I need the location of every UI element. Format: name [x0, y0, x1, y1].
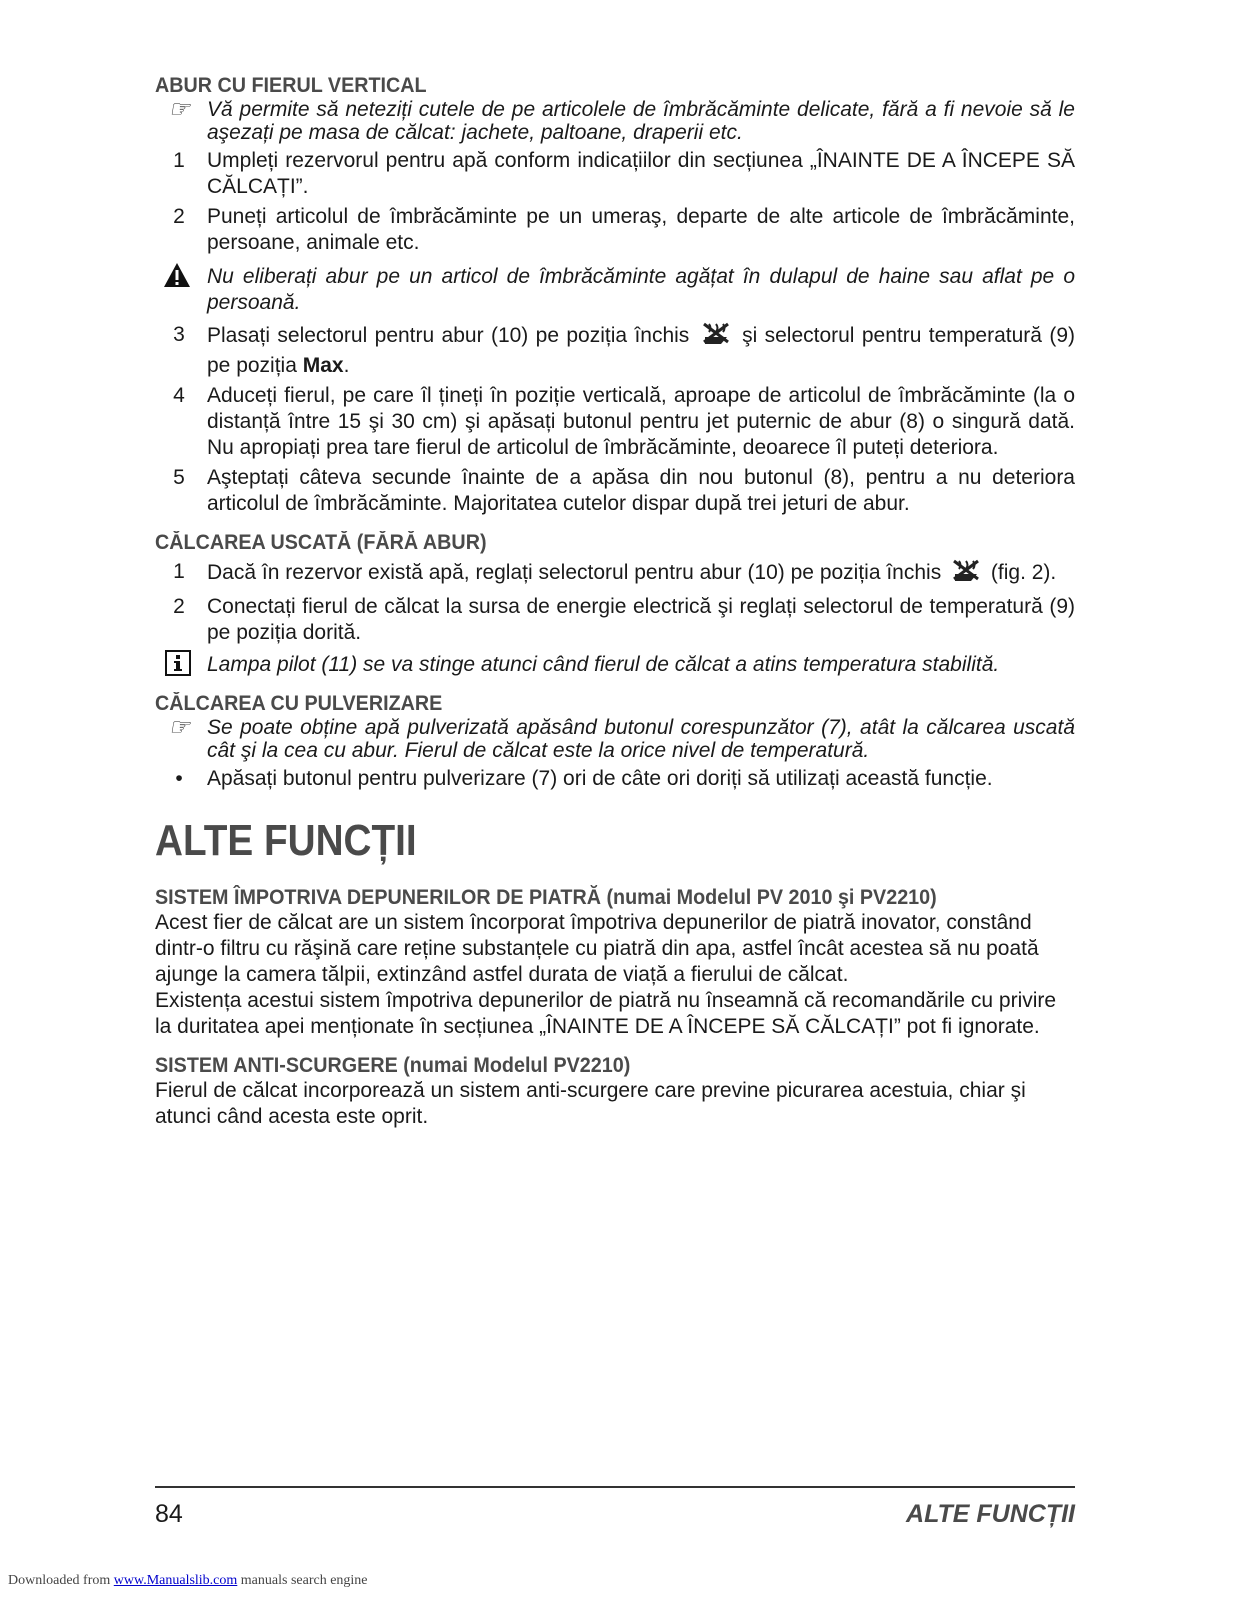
list-item: [155, 322, 1075, 379]
note-text: Se poate obține apă pulverizată apăsând butonul corespunzător (7), atât la călcarea uscată cât şi la cea cu abur. Fierul de călcat este la orice nivel de temperatură.: [207, 716, 1075, 762]
footer-divider: [155, 1486, 1075, 1488]
step-text: Umpleți rezervorul pentru apă conform indicațiilor din secțiunea „ÎNAINTE DE A ÎNCEPE SĂ CĂLCAȚI”.: [207, 149, 1075, 198]
step-number: 2: [173, 205, 185, 228]
note-text: Vă permite să neteziți cutele de pe articolele de îmbrăcăminte delicate, fără a fi nevoie să le aşezați pe masa de călcat: jachete, paltoane, draperii etc.: [207, 98, 1075, 144]
list-item: [155, 766, 1075, 792]
bullet-mark: •: [175, 767, 183, 790]
hand-pointing-icon: ☞: [168, 96, 190, 123]
main-heading: ALTE FUNCȚII: [155, 816, 417, 865]
list-item: [155, 383, 1075, 461]
list-item: [155, 559, 1075, 590]
step-text: Plasați selectorul pentru abur (10) pe poziția închis: [207, 324, 690, 347]
download-prefix: Downloaded from: [8, 1573, 111, 1588]
footer-section-name: ALTE FUNCȚII: [906, 1500, 1075, 1528]
step-text: Dacă în rezervor există apă, reglați selectorul pentru abur (10) pe poziția închis: [207, 561, 942, 584]
step-text-end: .: [343, 354, 350, 377]
paragraph: Acest fier de călcat are un sistem încorporat împotriva depunerilor de piatră inovator, constând dintr-o filtru cu răşină care reține substanțele cu piatră din apa, astfel încât acestea să nu poată ajunge la camera tălpii, extinzând astfel durata de viață a fierului de călcat.: [155, 911, 1039, 986]
note-row: [155, 716, 1075, 762]
list-item: [155, 465, 1075, 517]
paragraph: Existența acestui sistem împotriva depunerilor de piatră nu înseamnă că recomandările cu privire la duritatea apei menționate în secțiunea „ÎNAINTE DE A ÎNCEPE SĂ CĂLCAȚI” pot fi ignorate.: [155, 989, 1057, 1038]
step-text: Aduceți fierul, pe care îl țineți în poziție verticală, aproape de articolul de îmbrăcăminte (la o distanță între 15 şi 30 cm) şi apăsați butonul pentru jet puternic de abur (8) o singură dată. Nu apropiați prea tare fierul de articolul de îmbrăcăminte, deoarece îl puteți deteriora.: [207, 384, 1075, 459]
list-item: [155, 594, 1075, 646]
step-number: 3: [173, 323, 185, 346]
paragraph: Fierul de călcat incorporează un sistem anti-scurgere care previne picurarea acestuia, chiar şi atunci când acesta este oprit.: [155, 1079, 1026, 1128]
max-label: Max: [302, 354, 344, 377]
list-item: [155, 204, 1075, 256]
section-title-dry-ironing: CĂLCAREA USCATĂ (FĂRĂ ABUR): [155, 531, 487, 554]
step-text: Aşteptați câteva secunde înainte de a apăsa din nou butonul (8), pentru a nu deteriora articolul de îmbrăcăminte. Majoritatea cutelor dispar după trei jeturi de abur.: [207, 466, 1075, 515]
warning-text: Nu eliberați abur pe un articol de îmbrăcăminte agățat în dulapul de haine sau aflat pe o persoană.: [207, 265, 1075, 314]
hand-pointing-icon: ☞: [168, 714, 190, 741]
steam-off-icon: [951, 559, 981, 590]
step-text: şi selectorul pentru temperatură (9) pe poziția: [207, 324, 1075, 377]
warning-triangle-icon: [155, 264, 203, 288]
info-text: Lampa pilot (11) se va stinge atunci când fierul de călcat a atins temperatura stabilită.: [207, 653, 1000, 676]
note-row: [155, 98, 1075, 144]
bullet-text: Apăsați butonul pentru pulverizare (7) ori de câte ori doriți să utilizați această funcție.: [207, 767, 993, 790]
warning-row: [155, 264, 1075, 316]
section-title-anticalc: SISTEM ÎMPOTRIVA DEPUNERILOR DE PIATRĂ (numai Modelul PV 2010 şi PV2210): [155, 886, 937, 909]
step-number: 1: [173, 560, 185, 583]
step-text: (fig. 2).: [990, 561, 1057, 584]
list-item: [155, 148, 1075, 200]
step-number: 4: [173, 384, 185, 407]
info-row: [155, 652, 1075, 678]
step-number: 2: [173, 595, 185, 618]
section-title-vertical-steam: ABUR CU FIERUL VERTICAL: [155, 74, 427, 97]
info-icon: [155, 652, 203, 676]
document-page: [155, 74, 1075, 1130]
page-number: 84: [155, 1500, 183, 1528]
step-number: 1: [173, 149, 185, 172]
section-title-spray-ironing: CĂLCAREA CU PULVERIZARE: [155, 692, 443, 715]
step-number: 5: [173, 466, 185, 489]
section-title-antidrip: SISTEM ANTI-SCURGERE (numai Modelul PV2210): [155, 1054, 631, 1077]
manualslib-link[interactable]: www.Manualslib.com: [113, 1573, 238, 1588]
download-suffix: manuals search engine: [240, 1573, 368, 1588]
step-text: Puneți articolul de îmbrăcăminte pe un umeraş, departe de alte articole de îmbrăcăminte, persoane, animale etc.: [207, 205, 1075, 254]
step-text: Conectați fierul de călcat la sursa de energie electrică şi reglați selectorul de temperatură (9) pe poziția dorită.: [207, 595, 1075, 644]
steam-off-icon: [701, 322, 731, 353]
download-notice: [8, 1573, 368, 1589]
